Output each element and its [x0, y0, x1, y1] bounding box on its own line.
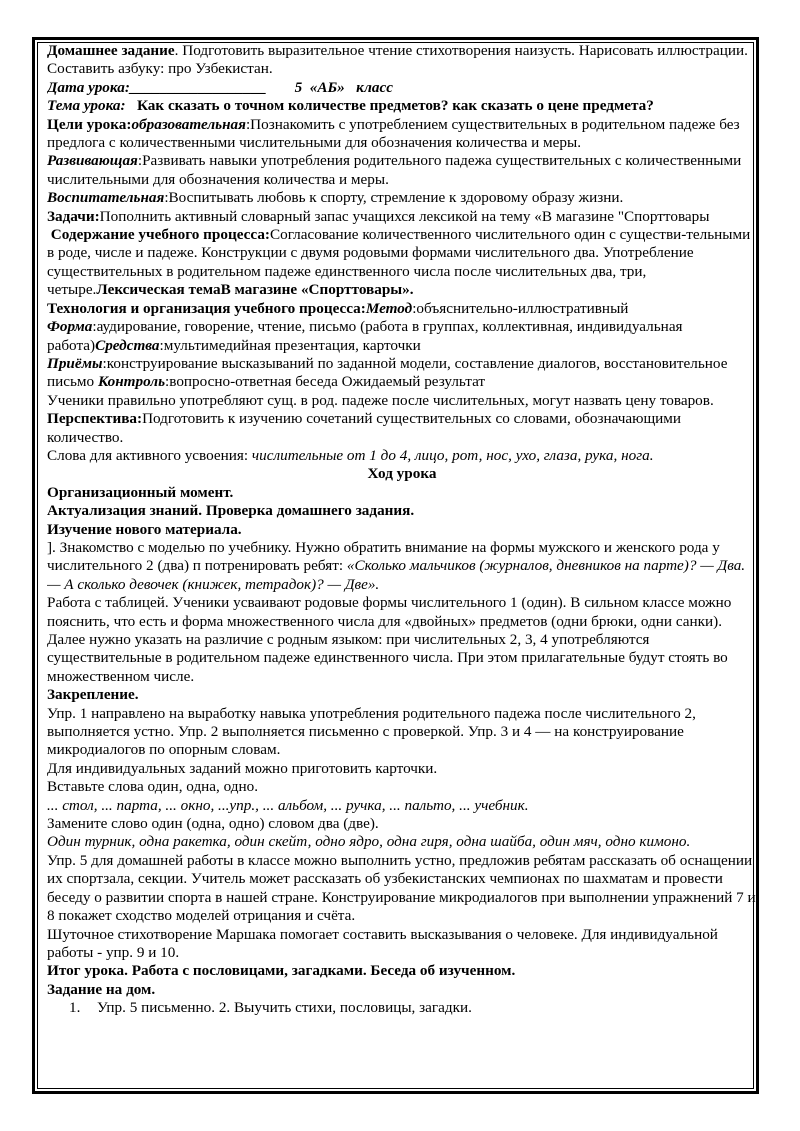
- exercises-paragraph: Упр. 1 направлено на выработку навыка употребления родительного падежа после числительного 2, выполняется устно. Упр. 2 выполняется письменно с проверкой. Упр. 3 и 4 — на конструирование микродиалогов по опорным словам.: [47, 704, 696, 759]
- marshak-paragraph: Шуточное стихотворение Маршака помогает составить высказывания о человеке. Для индивидуальной работы - упр. 9 и 10.: [47, 925, 718, 961]
- control-text: :вопросно-ответная беседа Ожидаемый результат: [165, 373, 486, 391]
- goals-upbringing-text: :Воспитывать любовь к спорту, стремление к здоровому образу жизни.: [164, 189, 624, 207]
- goals-upbringing: [47, 189, 757, 207]
- table-work-paragraph: Работа с таблицей. Ученики усваивают родовые формы числительного 1 (один). В сильном классе можно пояснить, что есть и форма множественного числа для «двойных» предметов (одни брюки, одни санки). Далее нужно указать на различие с родным языком: при числительных 2, 3, 4 употребляются существительные в родительном падеже единственного числа. При этом прилагательные будут стоять во множественном числе.: [47, 594, 732, 685]
- goals-educational-text: :Познакомить с употреблением существительных в родительном падеже без предлога с количественными числительными для обозначения количества и меры.: [47, 115, 740, 152]
- topic-text: Как сказать о точном количестве предметов? как сказать о цене предмета?: [125, 97, 654, 115]
- list-item: [47, 999, 757, 1017]
- lexical-topic: Лексическая темаВ магазине «Спорттовары».: [96, 281, 414, 299]
- date-label: Дата урока:__________________: [47, 78, 267, 96]
- technology-label: Технология и организация учебного процесса:: [47, 299, 366, 317]
- form-text: :аудирование, говорение, чтение, письмо (работа в группах, коллективная, индивидуальная работа): [47, 318, 683, 354]
- model-text: ]. Знакомство с моделью по учебнику. Нужно обратить внимание на формы мужского и женского рода у числительного 2 (два) п потренировать ребят:: [47, 538, 720, 575]
- model-example: «Сколько мальчиков (журналов, дневников на парте)? — Два. — А сколько девочек (книжек, тетрадок)? — Две».: [47, 557, 746, 593]
- active-words-paragraph: [47, 447, 757, 465]
- homework-text: . Подготовить выразительное чтение стихотворения наизусть. Нарисовать иллюстрации. Составить азбуку: про Узбекистан.: [47, 42, 748, 78]
- list-item-number: 1.: [69, 999, 81, 1017]
- replace-word-list: Один турник, одна ракетка, один скейт, одно ядро, одна гиря, одна шайба, один мяч, одно кимоно.: [47, 833, 691, 851]
- new-material-heading: Изучение нового материала.: [47, 520, 242, 538]
- topic-line: [47, 97, 757, 115]
- goals-developing-text: :Развивать навыки употребления родительного падежа существительных с количественными числительными для обозначения количества и меры.: [47, 152, 742, 188]
- insert-words-list: ... стол, ... парта, ... окно, ...упр., ... альбом, ... ручка, ... пальто, ... учебник.: [47, 796, 529, 814]
- techniques-paragraph: [47, 355, 757, 392]
- techniques-text: :конструирование высказываний по заданной модели, составление диалогов, восстановительное письмо: [47, 354, 728, 391]
- consolidation-heading: Закрепление.: [47, 686, 139, 704]
- goals-developing: [47, 152, 757, 189]
- summary-heading: Итог урока. Работа с пословицами, загадками. Беседа об изученном.: [47, 962, 516, 980]
- replace-word-task: Замените слово один (одна, одно) словом два (две).: [47, 815, 379, 833]
- expected-result: Ученики правильно употребляют сущ. в род. падеже после числительных, могут назвать цену товаров.: [47, 391, 714, 409]
- homework-label: Домашнее задание: [47, 42, 175, 59]
- method-text: :объяснительно-иллюстративный: [412, 299, 629, 317]
- lesson-plan-document: [47, 42, 757, 1082]
- control-label: Контроль: [97, 373, 166, 391]
- insert-words-task: Вставьте слова один, одна, одно.: [47, 778, 259, 796]
- active-words-text: числительные от 1 до 4, лицо, рот, нос, ухо, глаза, рука, нога.: [251, 446, 654, 464]
- content-paragraph: [47, 226, 757, 300]
- model-paragraph: [47, 539, 757, 594]
- technology-paragraph: [47, 300, 757, 318]
- knowledge-update-heading: Актуализация знаний. Проверка домашнего задания.: [47, 502, 415, 520]
- homework-paragraph: [47, 42, 757, 79]
- goals-educational: [47, 116, 757, 153]
- tasks-line: [47, 208, 757, 226]
- date-line: [47, 79, 757, 97]
- lesson-title: Ход урока: [367, 465, 437, 483]
- method-label: Метод: [365, 299, 413, 317]
- means-label: Средства: [95, 336, 160, 354]
- techniques-label: Приёмы: [47, 354, 103, 372]
- list-item-text: Упр. 5 письменно. 2. Выучить стихи, пословицы, загадки.: [97, 999, 472, 1017]
- tasks-text: Пополнить активный словарный запас учащихся лексикой на тему «В магазине "Спорттовары: [99, 207, 710, 225]
- active-words-label: Слова для активного усвоения:: [47, 446, 252, 464]
- content-text: Согласование количественного числительного один с существи-тельными в роде, числе и падеже. Конструкции с двумя родовыми формами числительного два. Употребление существительных в родительном падеже единственного числа после числительных два, три, четыре.: [47, 226, 751, 299]
- perspective-label: Перспектива:: [47, 410, 143, 428]
- content-label: Содержание учебного процесса:: [47, 226, 270, 244]
- goals-educational-label: образовательная: [131, 115, 246, 133]
- tasks-label: Задачи:: [47, 207, 100, 225]
- goals-upbringing-label: Воспитательная: [47, 189, 165, 207]
- goals-developing-label: Развивающая: [47, 152, 138, 170]
- form-paragraph: [47, 318, 757, 355]
- topic-label: Тема урока:: [47, 97, 126, 115]
- cards-paragraph: Для индивидуальных заданий можно приготовить карточки.: [47, 759, 438, 777]
- perspective-paragraph: [47, 410, 757, 447]
- perspective-text: Подготовить к изучению сочетаний существительных со словами, обозначающими количество.: [47, 410, 682, 446]
- form-label: Форма: [47, 318, 93, 336]
- home-task-heading: Задание на дом.: [47, 980, 156, 998]
- home-task-list: [47, 999, 757, 1017]
- goals-label: Цели урока:: [47, 115, 132, 133]
- exercise5-paragraph: Упр. 5 для домашней работы в классе можно выполнить устно, предложив ребятам рассказать об оснащении их спортзала, секции. Учитель может рассказать об узбекистанских чемпионах по шахматам и провести беседу о развитии спорта в нашей стране. Конструирование микродиалогов при выполнении упражнений 7 и 8 покажет сходство моделей отрицания и счёта.: [47, 851, 756, 925]
- means-text: :мультимедийная презентация, карточки: [159, 336, 421, 354]
- org-moment-heading: Организационный момент.: [47, 483, 234, 501]
- grade-label: 5 «АБ» класс: [294, 78, 393, 96]
